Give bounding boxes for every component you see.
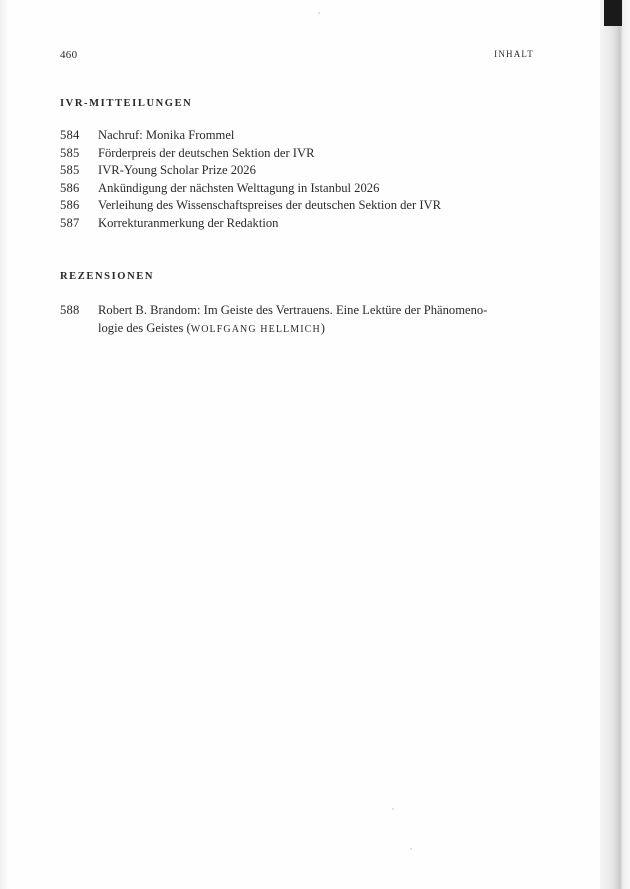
- toc-entry: [60, 145, 540, 163]
- toc-entry-title: Förderpreis der deutschen Sektion der IVR: [98, 145, 315, 160]
- toc-entry-title: Korrekturanmerkung der Redaktion: [98, 215, 279, 230]
- spine-dark-edge: [604, 0, 622, 26]
- review-author: WOLFGANG HELLMICH: [190, 323, 321, 335]
- section-heading-ivr-mitteilungen: IVR-MITTEILUNGEN: [60, 98, 193, 109]
- toc-entry: [60, 127, 540, 145]
- running-head-label: INHALT: [494, 49, 534, 59]
- rezensionen-list: [60, 302, 540, 338]
- page-number: 460: [60, 49, 78, 61]
- ivr-mitteilungen-list: [60, 127, 540, 233]
- scan-speck: [392, 808, 394, 810]
- running-head: [60, 49, 534, 63]
- toc-entry-page: 588: [60, 303, 80, 317]
- toc-entry: [60, 215, 540, 233]
- toc-entry-page: 585: [60, 163, 80, 178]
- section-heading-rezensionen: REZENSIONEN: [60, 271, 155, 282]
- book-spine-shadow: [600, 0, 630, 889]
- scan-speck: [410, 848, 412, 850]
- toc-entry-title-line1: Robert B. Brandom: Im Geiste des Vertrauens. Eine Lektüre der Phänomeno-: [98, 303, 488, 317]
- toc-entry: [60, 197, 540, 215]
- scan-speck: [318, 12, 320, 14]
- toc-entry-title: Verleihung des Wissenschaftspreises der deutschen Sektion der IVR: [98, 198, 442, 213]
- toc-entry: [60, 162, 540, 180]
- toc-entry-title: [98, 302, 540, 338]
- toc-entry-title: IVR-Young Scholar Prize 2026: [98, 163, 256, 178]
- toc-entry-title: Nachruf: Monika Frommel: [98, 128, 235, 142]
- toc-entry-page: 585: [60, 145, 80, 160]
- toc-entry: [60, 180, 540, 198]
- toc-entry-page: 587: [60, 215, 80, 230]
- toc-entry-page: 586: [60, 198, 80, 213]
- toc-entry-title-end: ): [320, 320, 325, 335]
- toc-entry-title: Ankündigung der nächsten Welttagung in Istanbul 2026: [98, 180, 380, 195]
- toc-entry-page: 584: [60, 128, 80, 142]
- toc-entry: [60, 302, 540, 338]
- toc-entry-page: 586: [60, 180, 80, 195]
- toc-entry-title-line2: logie des Geistes (: [98, 320, 191, 335]
- page-edge-shadow: [0, 0, 10, 889]
